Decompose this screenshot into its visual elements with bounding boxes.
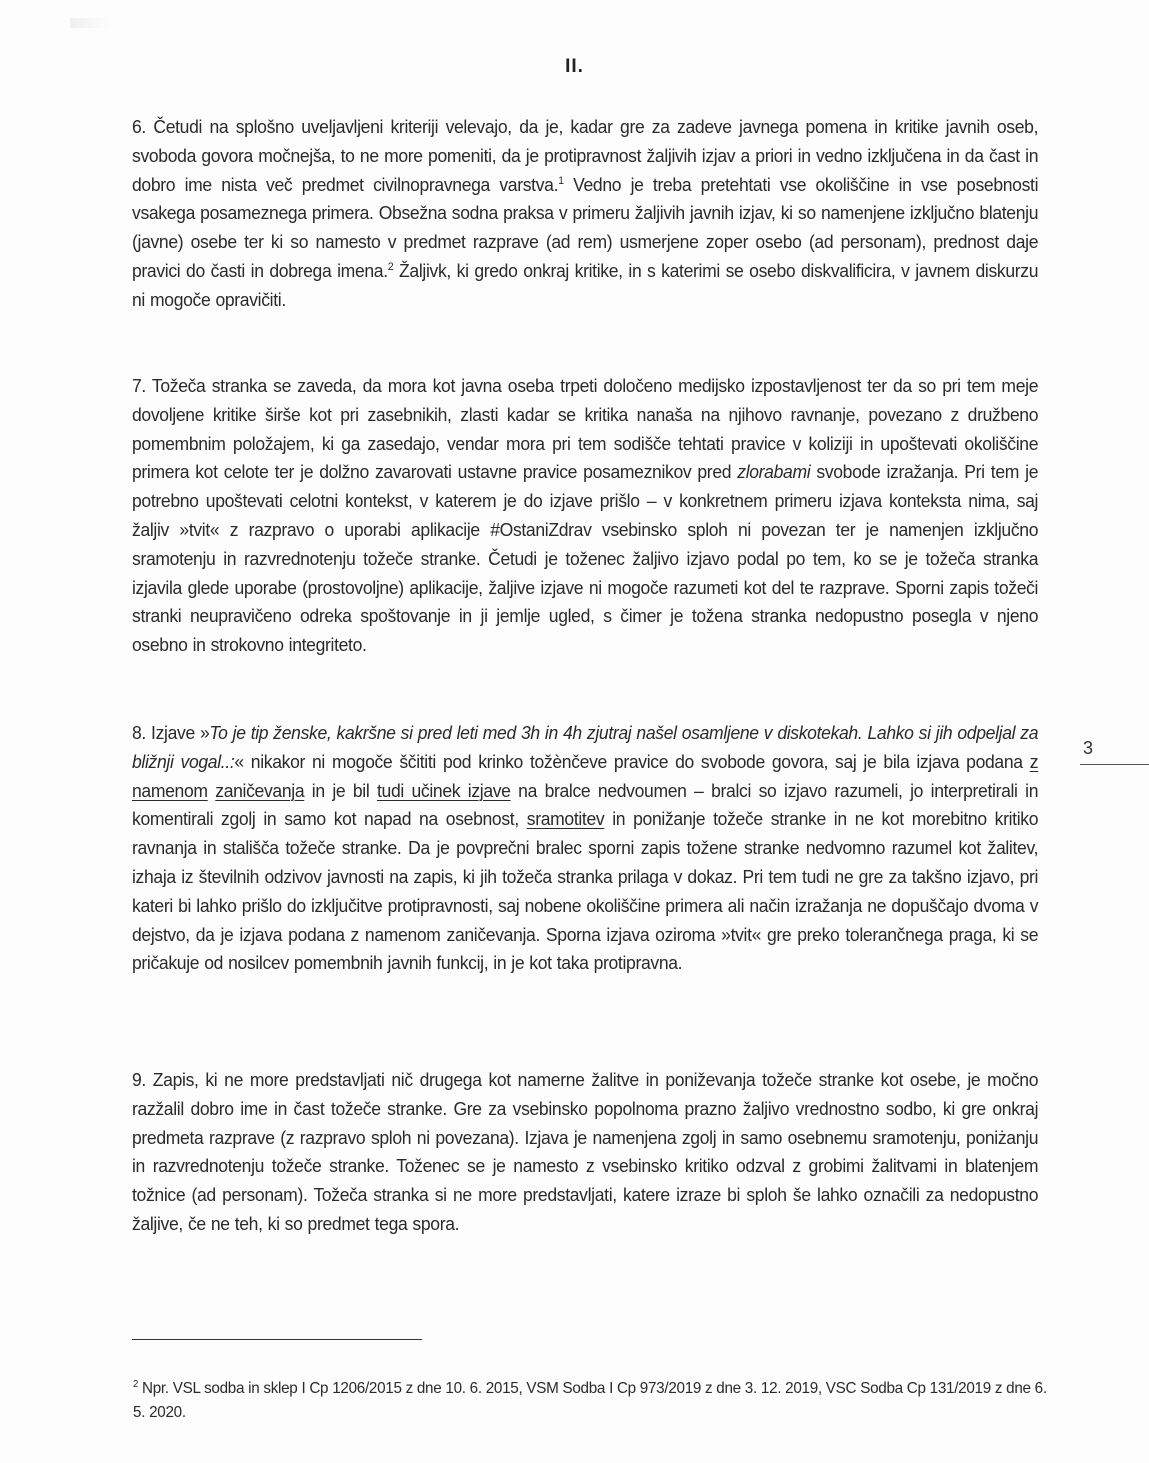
footnote-2 (133, 1377, 1059, 1425)
paragraph-text: Vedno je treba pretehtati vse okoliščine in vse posebnosti vsakega posameznega primera. Obsežna sodna praksa v primeru žaljivih javnih izjav, ki so namenjene izključno blatenju (javne) osebe ter ki so namesto v predmet razprave (ad rem) usmerjene zoper osebo (ad personam), prednost daje pravici do časti in dobrega imena. (132, 174, 1039, 281)
footnote-marker: 2 (133, 1379, 139, 1390)
paragraph-text: na bralce nedvoumen – bralci so izjavo razumeli, jo interpretirali in komentirali zgolj in samo kot napad na osebnost, (132, 780, 1039, 830)
paragraph-text: « nikakor ni mogoče ščititi pod krinko tožènčeve pravice do svobode govora, saj je bila izjava podana (234, 751, 1030, 772)
paragraph-text: 6. Četudi na splošno uveljavljeni kriteriji velevajo, da je, kadar gre za zadeve javnega pomena in kritike javnih oseb, svoboda govora močnejša, to ne more pomeniti, da je protipravnost žaljivih izjav a priori in vedno izključena in da čast in dobro ime nista več predmet civilnopravnega varstva. (132, 117, 1039, 195)
paragraph-7 (132, 372, 1038, 660)
paragraph-text: 8. Izjave » (132, 723, 210, 743)
paragraph-text: 9. Zapis, ki ne more predstavljati nič drugega kot namerne žalitve in poniževanja tožeče stranke kot osebe, je močno razžalil dobro ime in čast tožeče stranke. Gre za vsebinsko popolnoma prazno žaljivo vrednostno sodbo, ki gre onkraj predmeta razprave (z razpravo sploh ni povezana). Izjava je namenjena zgolj in samo osebnemu sramotenju, poniżanju in razvrednotenju tožeče stranke. Toženec se je namesto z vsebinsko kritiko odzval z grobimi žalitvami in blatenjem tožnice (ad personam). Tožeča stranka si ne more predstavljati, katere izraze bi sploh še lahko označili za nedopustno žaljive, če ne teh, ki so predmet tega spora. (132, 1070, 1039, 1234)
footnote-text: Npr. VSL sodba in sklep I Cp 1206/2015 z dne 10. 6. 2015, VSM Sodba I Cp 973/2019 z dne 3. 12. 2019, VSC Sodba Cp 131/2019 z dne 6. 5. 2020. (133, 1380, 1047, 1421)
quoted-statement: To je tip ženske, kakršne si pred leti med 3h in 4h zjutraj našel osamljene v diskotekah. Lahko si jih odpeljal za bližnji vogal..: (132, 723, 1039, 772)
underlined-phrase: z namenom (132, 751, 1039, 801)
paragraph-text: 7. Tožeča stranka se zaveda, da mora kot javna oseba trpeti določeno medijsko izpostavljenost ter da so pri tem meje dovoljene kritike širše kot pri zasebnikih, zlasti kadar se kritika nanaša na njihovo ravnanje, povezano z družbeno pomembnim položajem, ki ga zasedajo, vendar mora pri tem sodišče tehtati pravice v koliziji in upoštevati okoliščine primera kot celote ter je dolžno zavarovati ustavne pravice posameznikov pred (132, 376, 1039, 483)
emphasized-term: zlorabami (737, 462, 811, 483)
paragraph-text: svobode izražanja. Pri tem je potrebno upoštevati celotni kontekst, v katerem je do izjave prišlo – v konkretnem primeru izjava konteksta nima, saj žaljiv »tvit« z razpravo o uporabi aplikacije #OstaniZdrav vsebinsko sploh ni povezan ter je namenjen izključno sramotenju in razvrednotenju tožeče stranke. Četudi je toženec žaljivo izjavo podal po tem, ko se je tožeča stranka izjavila glede uporabe (prostovoljne) aplikacije, žaljive izjave ni mogoče razumeti kot del te razprave. Sporni zapis tožeči stranki neupravičeno odreka spoštovanje in ji jemlje ugled, s čimer je tožena stranka nedopustno posegla v njeno osebno in strokovno integriteto. (132, 462, 1039, 656)
paragraph-9 (132, 1066, 1038, 1239)
scan-artifact (70, 18, 110, 28)
paragraph-6 (132, 113, 1038, 315)
paragraph-text: Žaljivk, ki gredo onkraj kritike, in s katerimi se osebo diskvalificira, v javnem diskurzu ni mogoče opravičiti. (132, 260, 1039, 310)
paragraph-8 (132, 719, 1038, 978)
underlined-phrase: tudi učinek izjave (376, 780, 511, 801)
section-heading: II. (565, 56, 584, 77)
underlined-phrase: sramotitev (526, 809, 605, 830)
footnote-separator (132, 1339, 422, 1340)
footnote-reference[interactable]: 2 (387, 260, 394, 273)
underlined-phrase: zaničevanja (215, 780, 305, 801)
page-number-rule (1080, 764, 1149, 765)
footnote-reference[interactable]: 1 (558, 174, 564, 187)
page-number: 3 (1083, 738, 1094, 758)
paragraph-text: in ponižanje tožeče stranke in ne kot morebitno kritiko ravnanja in stališča tožeče stranke. Da je povprečni bralec sporni zapis tožene stranke nedvomno razumel kot žalitev, izhaja iz številnih odzivov javnosti na zapis, ki jih tožeča stranka prilaga v dokaz. Pri tem tudi ne gre za takšno izjavo, pri kateri bi lahko prišlo do izključitve protipravnosti, saj nobene okoliščine primera ali način izražanja ne dopuščajo dvoma v dejstvo, da je izjava podana z namenom zaničevanja. Sporna izjava oziroma »tvit« gre preko tolerančnega praga, ki se pričakuje od nosilcev pomembnih javnih funkcij, in je kot taka protipravna. (132, 809, 1039, 974)
paragraph-text: in je bil (304, 780, 377, 801)
